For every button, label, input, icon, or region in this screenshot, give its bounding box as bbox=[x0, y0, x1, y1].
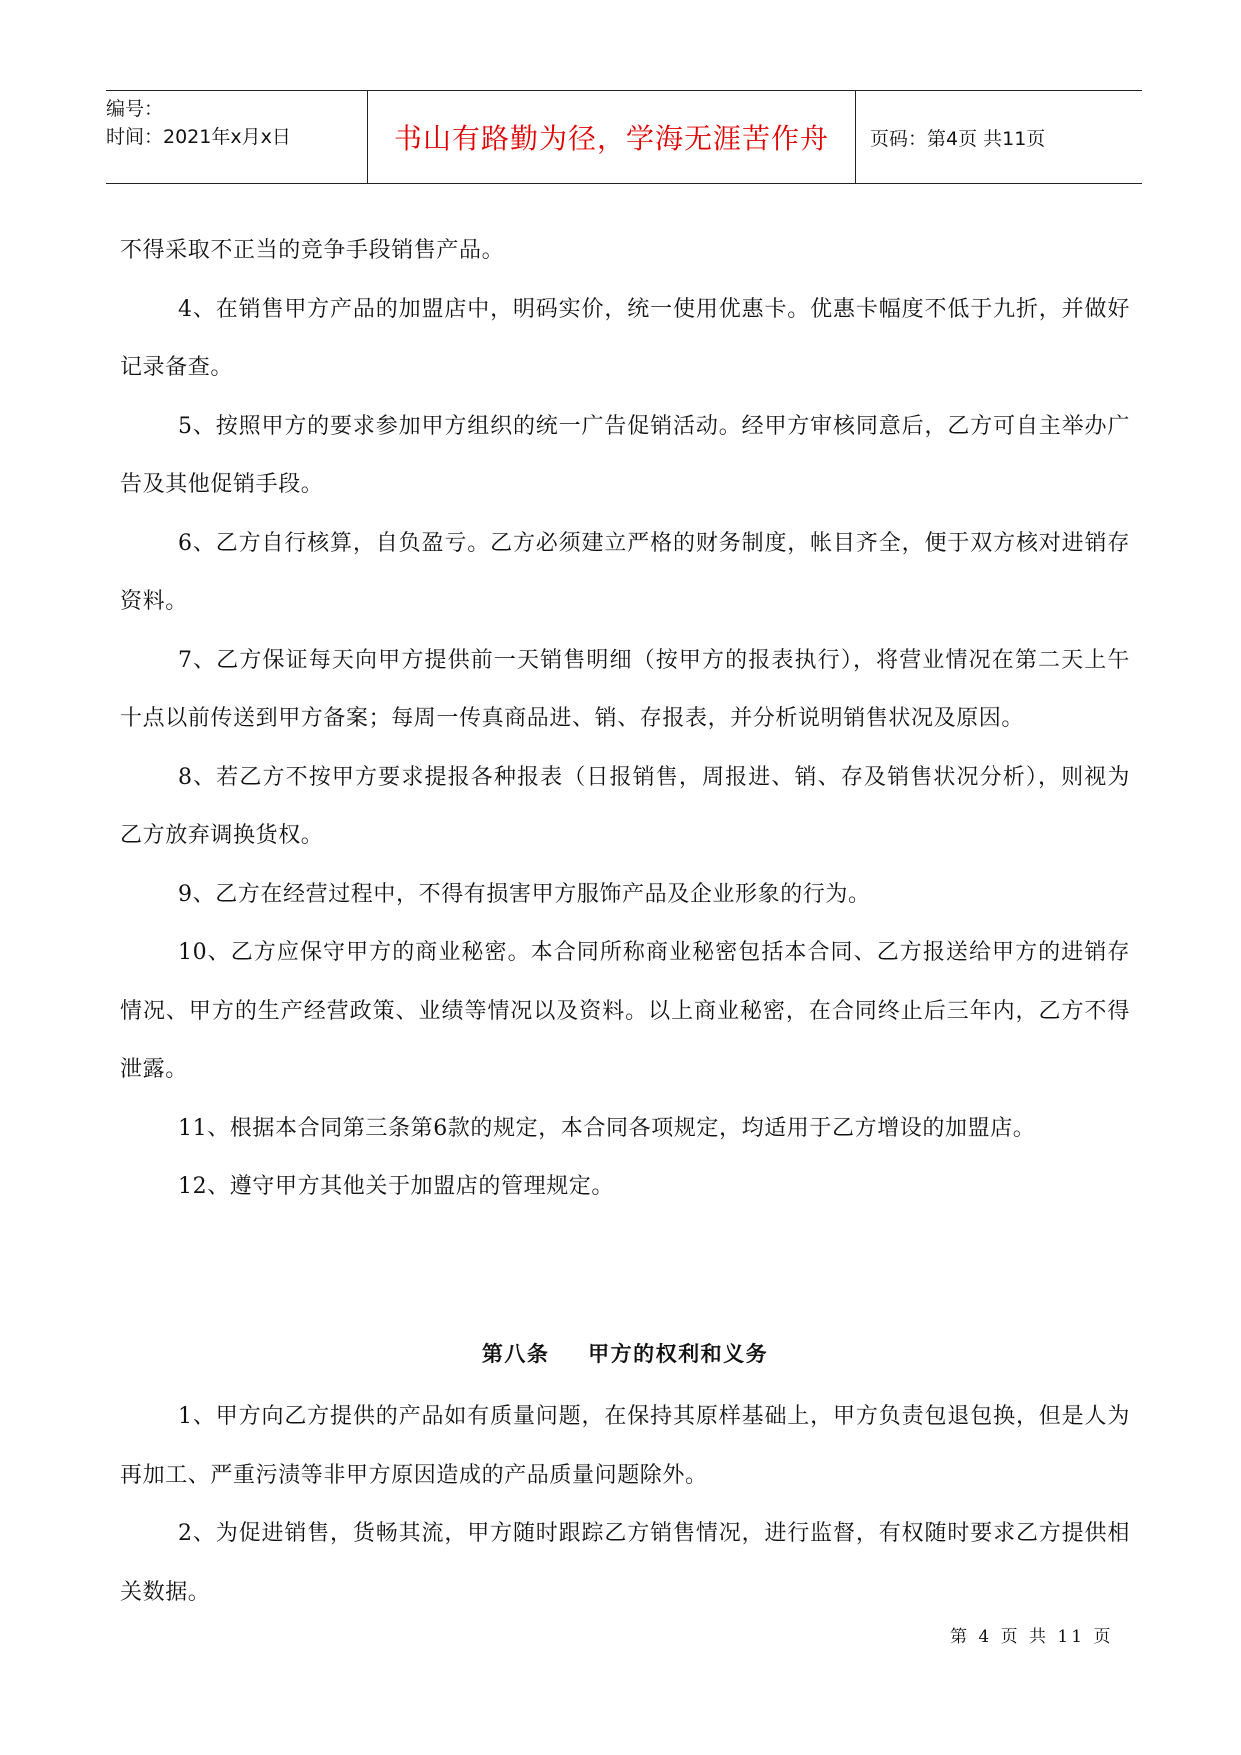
contract-body bbox=[120, 222, 1130, 1217]
paragraph-item-9: 9、乙方在经营过程中，不得有损害甲方服饰产品及企业形象的行为。 bbox=[178, 881, 871, 907]
page-header bbox=[106, 90, 1142, 184]
paragraph-item-6: 6、乙方自行核算，自负盈亏。乙方必须建立严格的财务制度，帐目齐全，便于双方核对进销存资料。 bbox=[120, 530, 1130, 614]
page-footer: 第 4 页 共 11 页 bbox=[950, 1627, 1114, 1647]
header-motto-cell bbox=[368, 91, 856, 183]
article-8-paragraph-2: 2、为促进销售，货畅其流，甲方随时跟踪乙方销售情况，进行监督，有权随时要求乙方提供相关数据。 bbox=[120, 1521, 1130, 1605]
paragraph-item-11: 11、根据本合同第三条第6款的规定，本合同各项规定，均适用于乙方增设的加盟店。 bbox=[178, 1115, 1036, 1141]
paragraph-item-8: 8、若乙方不按甲方要求提报各种报表（日报销售，周报进、销、存及销售状况分析），则视为乙方放弃调换货权。 bbox=[120, 764, 1130, 848]
header-info-cell bbox=[106, 91, 368, 183]
paragraph-continuation: 不得采取不正当的竞争手段销售产品。 bbox=[120, 238, 505, 263]
article-8-paragraph-1: 1、甲方向乙方提供的产品如有质量问题，在保持其原样基础上，甲方负责包退包换，但是人为再加工、严重污渍等非甲方原因造成的产品质量问题除外。 bbox=[120, 1404, 1130, 1488]
paragraph-item-5: 5、按照甲方的要求参加甲方组织的统一广告促销活动。经甲方审核同意后，乙方可自主举办广告及其他促销手段。 bbox=[120, 413, 1130, 497]
header-motto: 书山有路勤为径，学海无涯苦作舟 bbox=[393, 122, 829, 155]
paragraph-item-12: 12、遵守甲方其他关于加盟店的管理规定。 bbox=[178, 1174, 614, 1199]
section-heading: 第八条 甲方的权利和义务 bbox=[481, 1341, 769, 1366]
header-page-code-cell bbox=[856, 91, 1142, 183]
document-number-label: 编号： bbox=[106, 98, 164, 120]
section-article-8 bbox=[120, 1330, 1130, 1622]
paragraph-item-4: 4、在销售甲方产品的加盟店中，明码实价，统一使用优惠卡。优惠卡幅度不低于九折，并做好记录备查。 bbox=[120, 296, 1130, 380]
document-time-label: 时间：2021年x月x日 bbox=[106, 126, 291, 148]
header-page-code: 页码：第4页 共11页 bbox=[870, 127, 1046, 150]
paragraph-item-7: 7、乙方保证每天向甲方提供前一天销售明细（按甲方的报表执行），将营业情况在第二天上午十点以前传送到甲方备案；每周一传真商品进、销、存报表，并分析说明销售状况及原因。 bbox=[120, 647, 1130, 731]
paragraph-item-10: 10、乙方应保守甲方的商业秘密。本合同所称商业秘密包括本合同、乙方报送给甲方的进销存情况、甲方的生产经营政策、业绩等情况以及资料。以上商业秘密，在合同终止后三年内，乙方不得泄露。 bbox=[120, 940, 1130, 1082]
